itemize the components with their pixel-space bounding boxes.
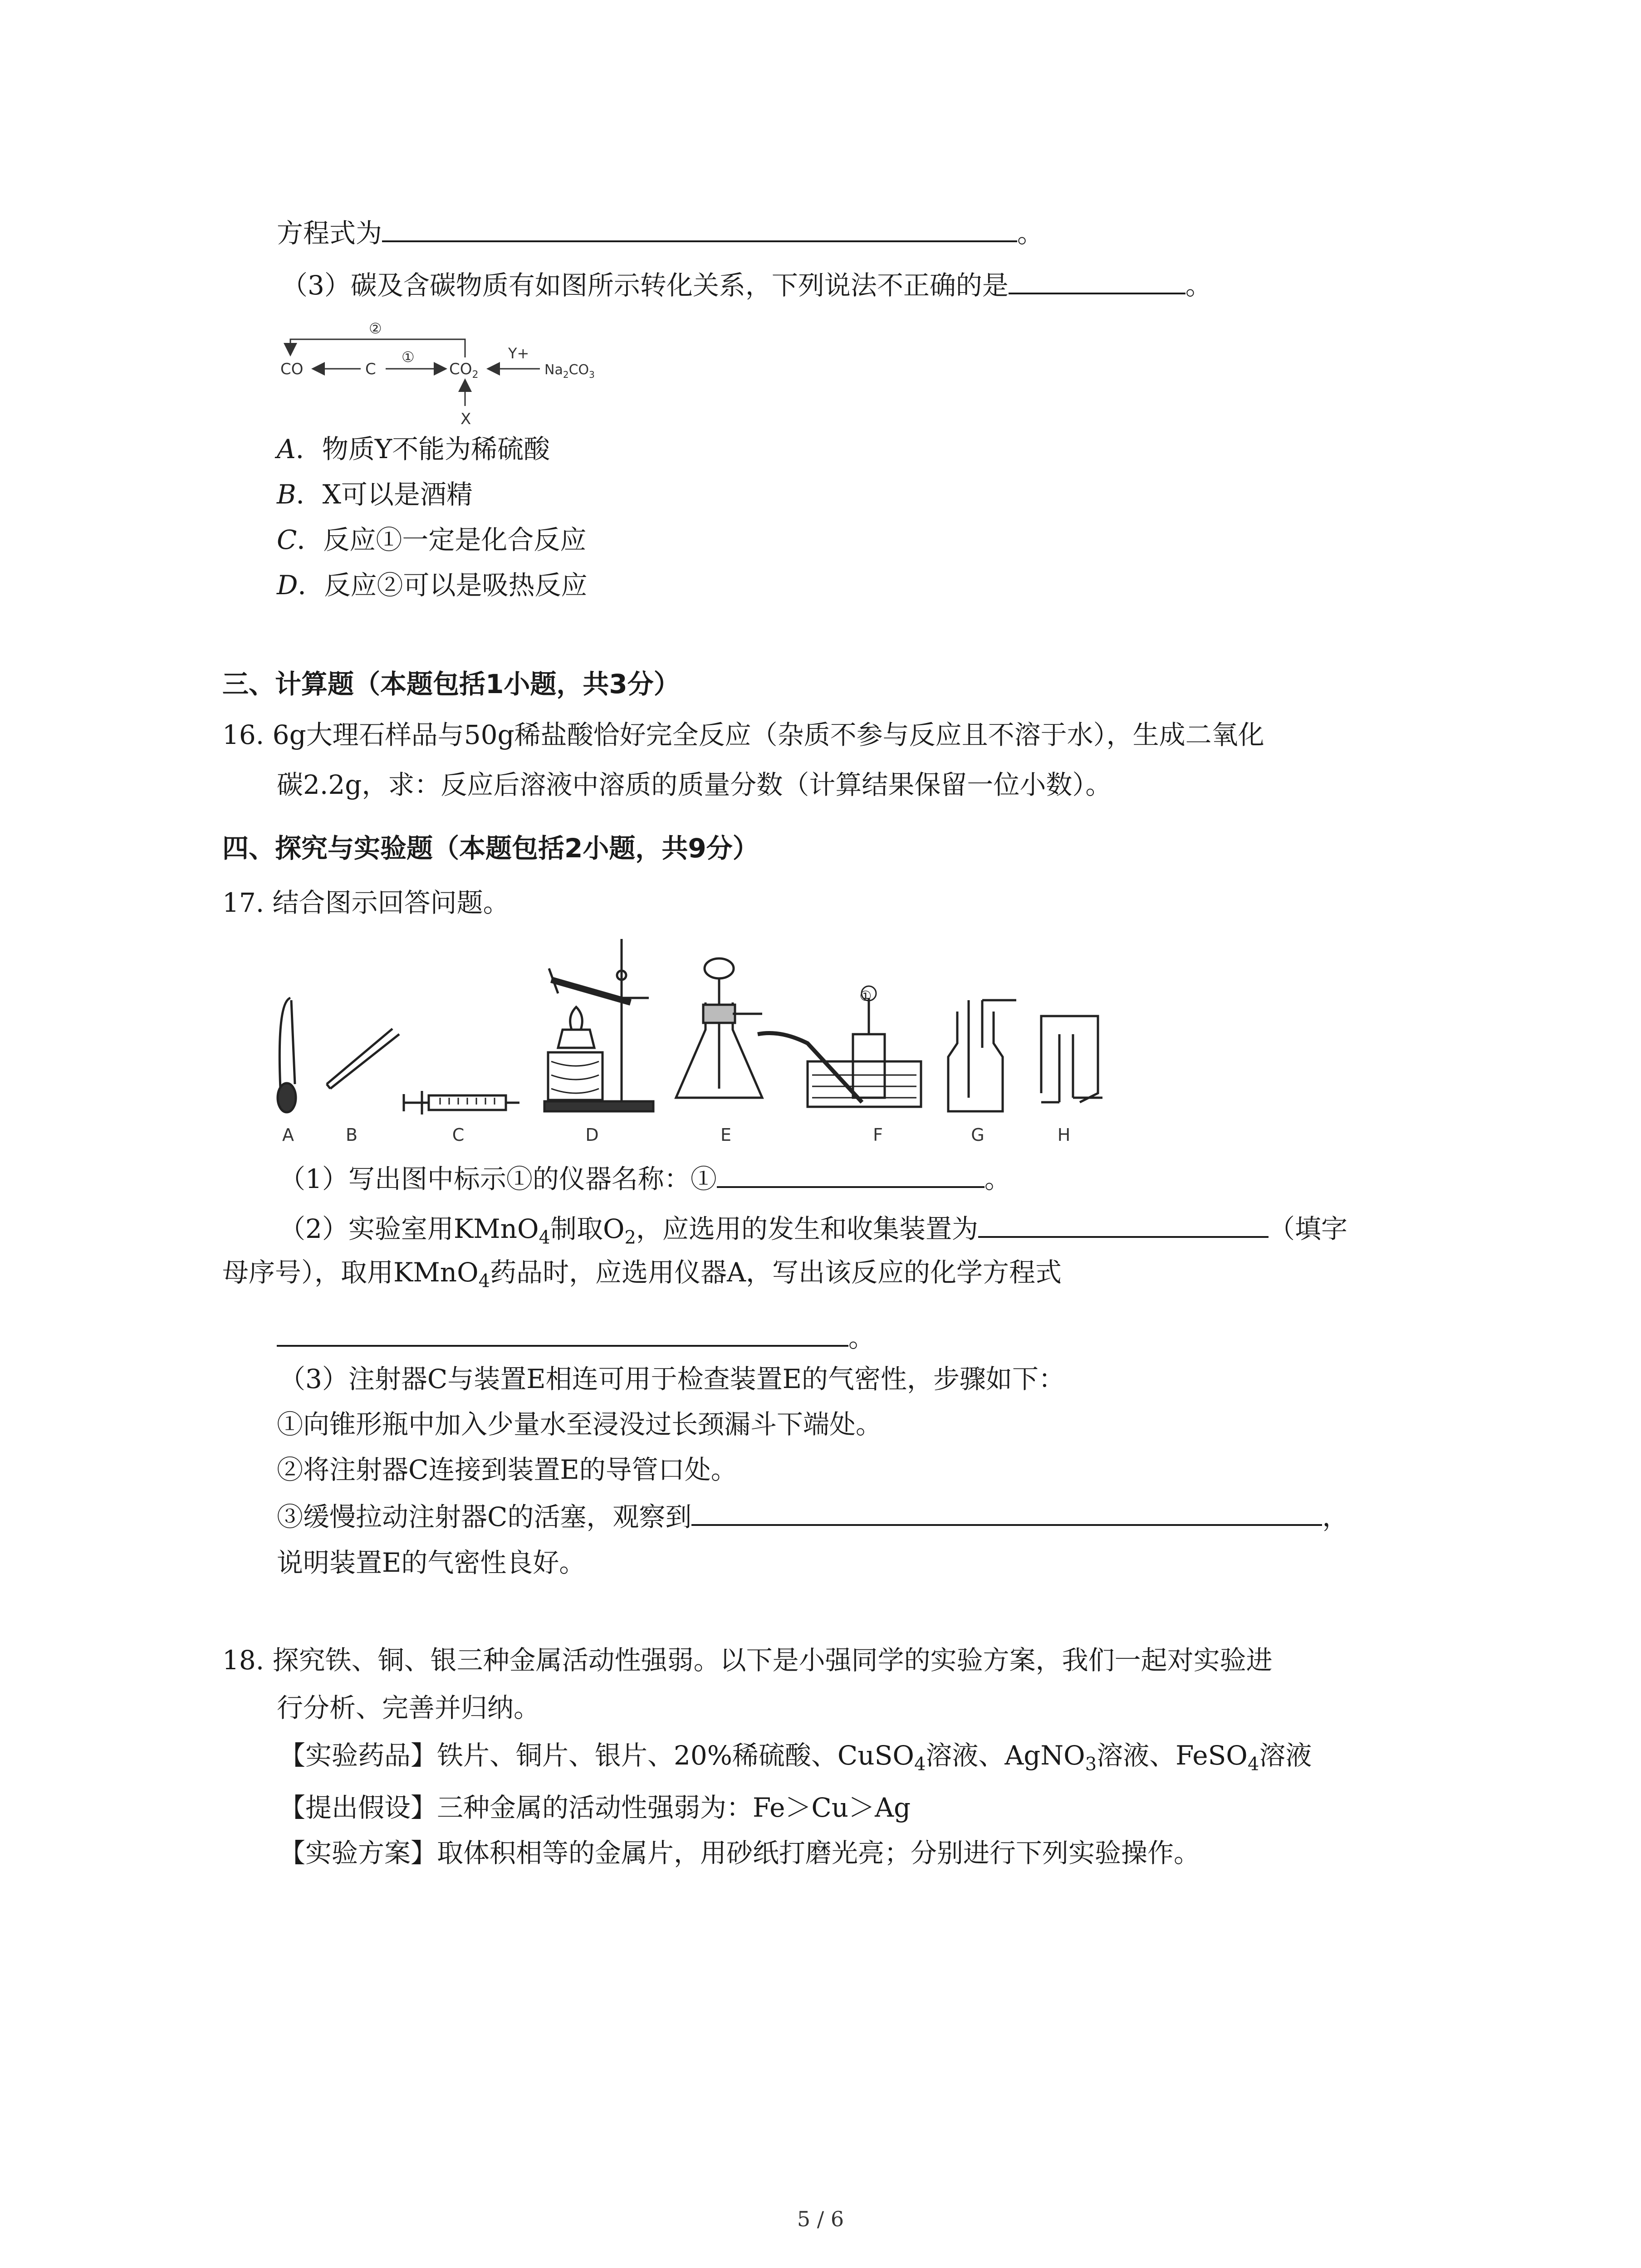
reagent-y: Y+ bbox=[508, 345, 529, 362]
q17-1 bbox=[279, 1159, 1011, 1197]
q17-2-part-f: 药品时，应选用仪器A，写出该反应的化学方程式 bbox=[490, 1257, 1062, 1288]
subscript: 4 bbox=[914, 1754, 926, 1775]
q15-3-text bbox=[281, 265, 1212, 303]
equation-label: 方程式为 bbox=[277, 218, 382, 249]
subscript: 4 bbox=[478, 1271, 490, 1292]
option-d-letter: D bbox=[277, 570, 298, 601]
label-h: H bbox=[1057, 1125, 1071, 1145]
apparatus-a-spoon bbox=[278, 998, 296, 1112]
apparatus-b-tweezers bbox=[327, 1029, 399, 1089]
option-b-text: ．X可以是酒精 bbox=[296, 479, 473, 510]
q17-3-conclusion: 说明装置E的气密性良好。 bbox=[277, 1547, 586, 1578]
option-a-letter: A bbox=[277, 434, 296, 464]
option-b[interactable] bbox=[277, 476, 473, 513]
apparatus-h-inverted-bottle bbox=[1041, 1016, 1102, 1102]
node-co: CO bbox=[280, 360, 304, 378]
label-a: A bbox=[282, 1125, 294, 1145]
drugs-part-d: 溶液 bbox=[1259, 1740, 1312, 1771]
comma: ， bbox=[1322, 1501, 1349, 1532]
page-number: 5 / 6 bbox=[797, 2207, 844, 2231]
apparatus-mark-1: ① bbox=[859, 988, 872, 1004]
q17-title: 17. 结合图示回答问题。 bbox=[222, 887, 509, 918]
q17-2-part-b: 制取O bbox=[550, 1213, 625, 1244]
option-b-letter: B bbox=[277, 479, 296, 510]
q17-2-part-e: 母序号），取用KMnO bbox=[222, 1257, 479, 1288]
q17-3-step-2: ②将注射器C连接到装置E的导管口处。 bbox=[277, 1454, 737, 1485]
q18-line-2: 行分析、完善并归纳。 bbox=[277, 1692, 540, 1723]
answer-blank-q15-3[interactable] bbox=[1009, 265, 1185, 294]
drugs-part-c: 溶液、FeSO bbox=[1097, 1740, 1248, 1771]
answer-blank-q17-2a[interactable] bbox=[978, 1209, 1269, 1238]
arrow-co2-to-co bbox=[290, 339, 465, 357]
section-4-heading: 四、探究与实验题（本题包括2小题，共9分） bbox=[222, 833, 759, 864]
q15-3-question: （3）碳及含碳物质有如图所示转化关系，下列说法不正确的是 bbox=[281, 270, 1009, 301]
apparatus-c-syringe bbox=[404, 1091, 519, 1114]
step-3-text: ③缓慢拉动注射器C的活塞，观察到 bbox=[277, 1501, 692, 1532]
q18-plan: 【实验方案】取体积相等的金属片，用砂纸打磨光亮；分别进行下列实验操作。 bbox=[279, 1838, 1200, 1868]
label-d: D bbox=[585, 1125, 599, 1145]
period: 。 bbox=[984, 1163, 1011, 1194]
q17-2-line-3 bbox=[277, 1318, 875, 1356]
q17-3-step-3 bbox=[277, 1497, 1348, 1535]
apparatus-g-gas-bottle bbox=[948, 1000, 1016, 1111]
answer-blank-q17-3[interactable] bbox=[691, 1497, 1322, 1526]
q17-2-line-1 bbox=[279, 1209, 1347, 1256]
label-b: B bbox=[345, 1125, 358, 1145]
answer-blank-q17-2b[interactable] bbox=[277, 1318, 848, 1347]
q17-2-part-d: （填字 bbox=[1269, 1213, 1348, 1244]
apparatus-d-heating-setup bbox=[544, 939, 653, 1111]
lab-apparatus-figure bbox=[268, 925, 1130, 1152]
q17-3: （3）注射器C与装置E相连可用于检查装置E的气密性，步骤如下： bbox=[279, 1364, 1065, 1394]
node-na2co3: $Na_2CO_3$ bbox=[544, 362, 595, 380]
label-g: G bbox=[971, 1125, 985, 1145]
q16-line-2: 碳2.2g，求：反应后溶液中溶质的质量分数（计算结果保留一位小数）。 bbox=[277, 769, 1112, 800]
q18-line-1: 18. 探究铁、铜、银三种金属活动性强弱。以下是小强同学的实验方案，我们一起对实验进 bbox=[222, 1645, 1273, 1676]
period: 。 bbox=[1017, 218, 1044, 249]
q18-hypothesis: 【提出假设】三种金属的活动性强弱为：Fe＞Cu＞Ag bbox=[279, 1792, 911, 1823]
period: 。 bbox=[848, 1322, 875, 1353]
subscript: 4 bbox=[1247, 1754, 1259, 1775]
apparatus-e-conical-flask bbox=[676, 958, 762, 1098]
apparatus-labels bbox=[282, 1125, 1070, 1145]
section-3-heading: 三、计算题（本题包括1小题，共3分） bbox=[222, 669, 680, 699]
option-a[interactable] bbox=[277, 431, 550, 467]
option-c-text: ．反应①一定是化合反应 bbox=[297, 524, 587, 555]
q17-2-part-a: （2）实验室用KMnO bbox=[279, 1213, 539, 1244]
period: 。 bbox=[1185, 270, 1212, 301]
carbon-conversion-diagram bbox=[272, 308, 644, 431]
q16-line-1: 16. 6g大理石样品与50g稀盐酸恰好完全反应（杂质不参与反应且不溶于水），生成二氧化 bbox=[222, 719, 1264, 750]
option-d[interactable] bbox=[277, 567, 588, 603]
subscript: 3 bbox=[1085, 1754, 1097, 1775]
option-d-text: ．反应②可以是吸热反应 bbox=[298, 570, 588, 601]
subscript: 2 bbox=[624, 1227, 636, 1248]
q17-1-text: （1）写出图中标示①的仪器名称：① bbox=[279, 1163, 717, 1194]
drugs-part-b: 溶液、AgNO bbox=[926, 1740, 1085, 1771]
reaction-1-mark: ① bbox=[402, 348, 415, 366]
answer-blank-q17-1[interactable] bbox=[717, 1159, 985, 1188]
option-c[interactable] bbox=[277, 522, 586, 558]
label-e: E bbox=[720, 1125, 732, 1145]
option-c-letter: C bbox=[277, 524, 297, 555]
node-x: X bbox=[460, 410, 471, 428]
node-co2: $CO_2$ bbox=[449, 360, 479, 381]
q17-2-part-c: ，应选用的发生和收集装置为 bbox=[636, 1213, 979, 1244]
apparatus-f-water-trough bbox=[758, 986, 921, 1107]
node-c: C bbox=[365, 360, 376, 378]
answer-blank-equation[interactable] bbox=[382, 213, 1017, 242]
subscript: 4 bbox=[539, 1227, 550, 1248]
label-c: C bbox=[452, 1125, 465, 1145]
q18-drugs bbox=[279, 1737, 1312, 1783]
q17-3-step-1: ①向锥形瓶中加入少量水至浸没过长颈漏斗下端处。 bbox=[277, 1409, 882, 1440]
q17-2-line-2 bbox=[222, 1254, 1062, 1300]
equation-prompt bbox=[277, 213, 1043, 251]
drugs-part-a: 【实验药品】铁片、铜片、银片、20%稀硫酸、CuSO bbox=[279, 1740, 914, 1771]
label-f: F bbox=[873, 1125, 883, 1145]
option-a-text: ．物质Y不能为稀硫酸 bbox=[295, 434, 550, 464]
reaction-2-mark: ② bbox=[369, 320, 382, 337]
